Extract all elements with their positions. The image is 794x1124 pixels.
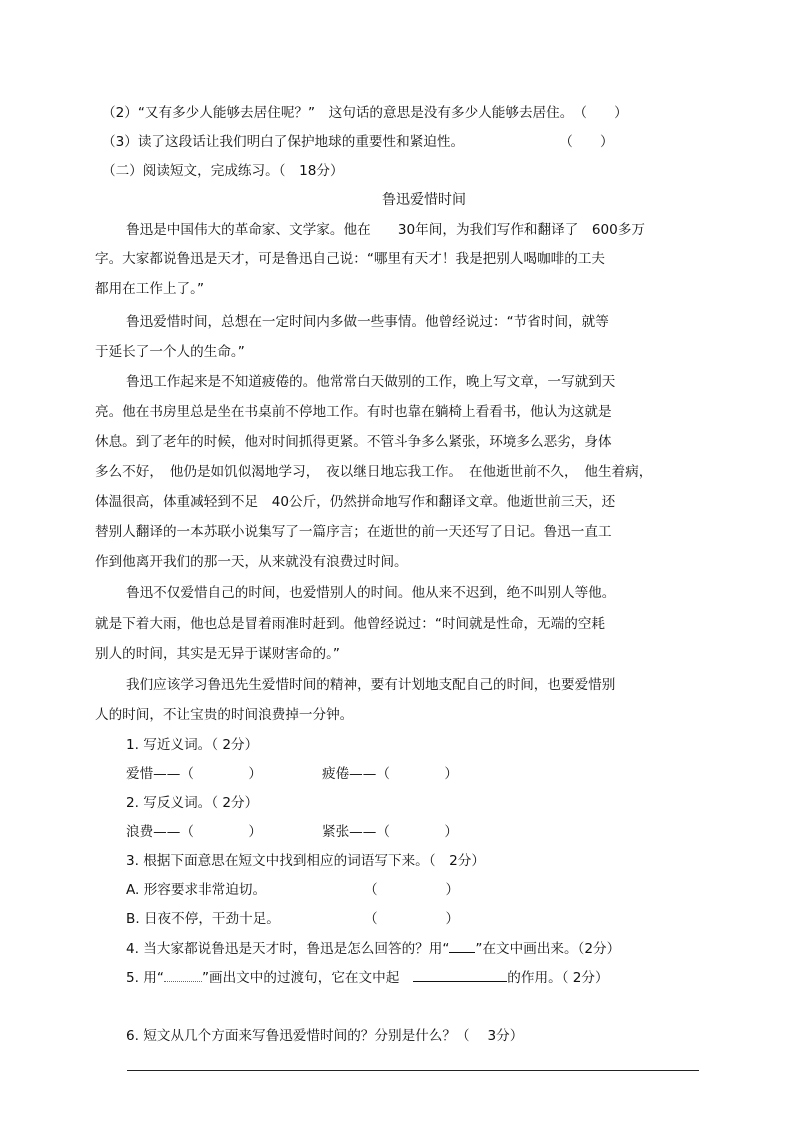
- q5-suffix: 的作用。（ 2分）: [507, 970, 609, 986]
- q3-blank-b[interactable]: （ ）: [364, 911, 460, 927]
- q6: 6. 短文从几个方面来写鲁迅爱惜时间的？分别是什么？（ 3分）: [126, 1028, 524, 1044]
- q1-synonym-b[interactable]: 疲倦——（ ）: [322, 766, 458, 782]
- passage-line: 体温很高，体重减轻到不足 40公斤，仍然拼命地写作和翻译文章。他逝世前三天，还: [95, 494, 616, 510]
- q3-title: 3. 根据下面意思在短文中找到相应的词语写下来。（ 2分）: [126, 853, 485, 869]
- passage-line: 于延长了一个人的生命。”: [95, 344, 245, 360]
- q5-middle: ”画出文中的过渡句，它在文中起: [201, 970, 400, 986]
- q2-title: 2. 写反义词。（ 2分）: [126, 795, 259, 811]
- passage-line: 都用在工作上了。”: [95, 281, 204, 297]
- judge-q3: （3）读了这段话让我们明白了保护地球的重要性和紧迫性。 （ ）: [102, 134, 614, 150]
- q5-answer-blank[interactable]: [413, 969, 507, 982]
- q4-underline-sample: [449, 940, 475, 953]
- passage-line: 亮。他在书房里总是坐在书桌前不停地工作。有时也靠在躺椅上看看书，他认为这就是: [95, 404, 612, 420]
- q3-item-b: B. 日夜不停，干劲十足。: [126, 911, 280, 927]
- passage-line: 别人的时间，其实是无异于谋财害命的。”: [95, 646, 340, 662]
- passage-line: 鲁迅工作起来是不知道疲倦的。他常常白天做别的工作，晚上写文章，一写就到天: [126, 374, 616, 390]
- passage-line: 鲁迅爱惜时间，总想在一定时间内多做一些事情。他曾经说过：“节省时间，就等: [126, 314, 609, 330]
- q2-antonym-b[interactable]: 紧张——（ ）: [322, 824, 458, 840]
- q1-synonym-a[interactable]: 爱惜——（ ）: [126, 766, 262, 782]
- q5-wavy-line-sample: [164, 969, 202, 982]
- q4-suffix: ”在文中画出来。（2分）: [475, 941, 621, 957]
- passage-line: 休息。到了老年的时候，他对时间抓得更紧。不管斗争多么紧张，环境多么恶劣，身体: [95, 434, 612, 450]
- passage-line: 我们应该学习鲁迅先生爱惜时间的精神，要有计划地支配自己的时间，也要爱惜别: [126, 677, 616, 693]
- q4: [126, 940, 620, 958]
- passage-line: 字。大家都说鲁迅是天才，可是鲁迅自己说：“哪里有天才！我是把别人喝咖啡的工夫: [95, 251, 606, 267]
- q6-answer-line[interactable]: [127, 1070, 699, 1071]
- passage-line: 作到他离开我们的那一天，从来就没有浪费过时间。: [95, 554, 408, 570]
- passage-line: 人的时间，不让宝贵的时间浪费掉一分钟。: [95, 707, 354, 723]
- passage-line: 鲁迅是中国伟大的革命家、文学家。他在 30年间，为我们写作和翻译了 600多万: [126, 222, 646, 238]
- passage-title: 鲁迅爱惜时间: [382, 192, 466, 208]
- passage-line: 替别人翻译的一本苏联小说集写了一篇序言；在逝世的前一天还写了日记。鲁迅一直工: [95, 524, 612, 540]
- passage-line: 多么不好， 他仍是如饥似渴地学习， 夜以继日地忘我工作。 在他逝世前不久， 他生着病，: [95, 464, 653, 480]
- q5: [126, 969, 609, 987]
- passage-line: 就是下着大雨，他也总是冒着雨准时赶到。他曾经说过：“时间就是性命，无端的空耗: [95, 616, 606, 632]
- judge-q2: （2）“又有多少人能够去居住呢？” 这句话的意思是没有多少人能够去居住。 （ ）: [102, 105, 628, 121]
- q3-blank-a[interactable]: （ ）: [364, 882, 460, 898]
- q1-title: 1. 写近义词。（ 2分）: [126, 737, 259, 753]
- q2-antonym-a[interactable]: 浪费——（ ）: [126, 824, 262, 840]
- passage-line: 鲁迅不仅爱惜自己的时间，也爱惜别人的时间。他从来不迟到，绝不叫别人等他。: [126, 585, 616, 601]
- q3-item-a: A. 形容要求非常迫切。: [126, 882, 267, 898]
- section-heading: （二）阅读短文，完成练习。（ 18分）: [102, 163, 344, 179]
- q4-prefix: 4. 当大家都说鲁迅是天才时，鲁迅是怎么回答的？用“: [126, 941, 450, 957]
- q5-prefix: 5. 用“: [126, 970, 164, 986]
